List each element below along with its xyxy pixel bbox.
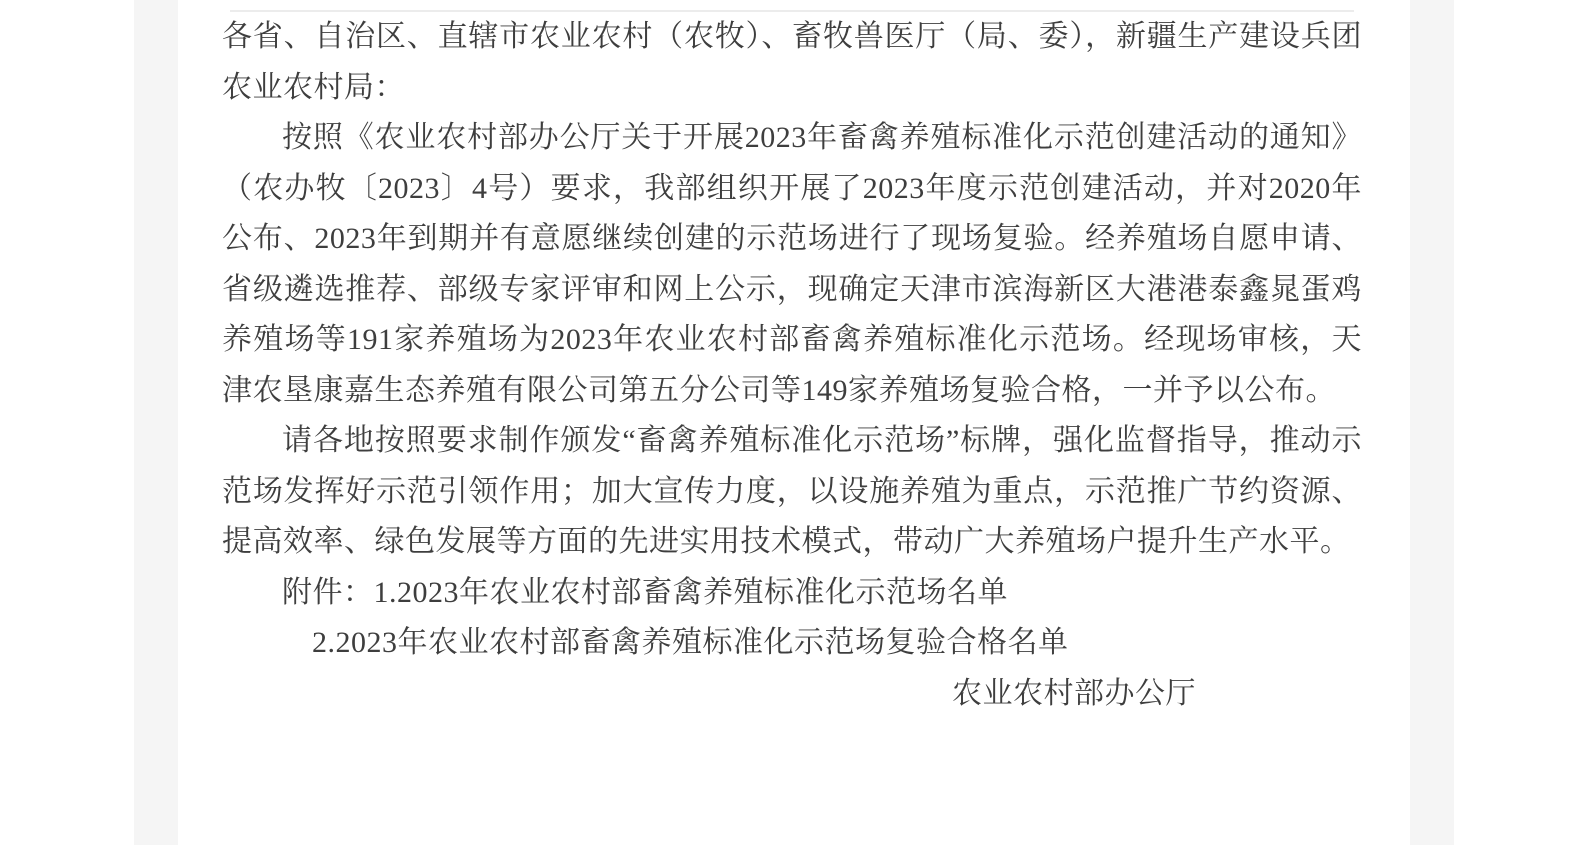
attachment-line-1	[222, 568, 1362, 619]
attachment-item-2: 2.2023年农业农村部畜禽养殖标准化示范场复验合格名单	[312, 626, 1069, 659]
paragraph-notice-result: 按照《农业农村部办公厅关于开展2023年畜禽养殖标准化示范创建活动的通知》（农办牧〔2023〕4号）要求，我部组织开展了2023年度示范创建活动，并对2020年公布、2023年到期并有意愿继续创建的示范场进行了现场复验。经养殖场自愿申请、省级遴选推荐、部级专家评审和网上公示，现确定天津市滨海新区大港港泰鑫晁蛋鸡养殖场等191家养殖场为2023年农业农村部畜禽养殖标准化示范场。经现场审核，天津农垦康嘉生态养殖有限公司第五分公司等149家养殖场复验合格，一并予以公布。	[222, 121, 1362, 407]
attachment-item-1: 1.2023年农业农村部畜禽养殖标准化示范场名单	[373, 575, 1008, 609]
attachment-label: 附件：	[282, 575, 374, 609]
paragraph-instructions: 请各地按照要求制作颁发“畜禽养殖标准化示范场”标牌，强化监督指导，推动示范场发挥好示范引领作用；加大宣传力度，以设施养殖为重点，示范推广节约资源、提高效率、绿色发展等方面的先进实用技术模式，带动广大养殖场户提升生产水平。	[222, 424, 1362, 558]
salutation-line: 各省、自治区、直辖市农业农村（农牧）、畜牧兽医厅（局、委），新疆生产建设兵团农业农村局：	[222, 20, 1362, 104]
left-gutter	[134, 0, 178, 845]
issuing-office-signature: 农业农村部办公厅	[952, 676, 1196, 710]
right-gutter	[1410, 0, 1454, 845]
document-body	[178, 0, 1410, 845]
